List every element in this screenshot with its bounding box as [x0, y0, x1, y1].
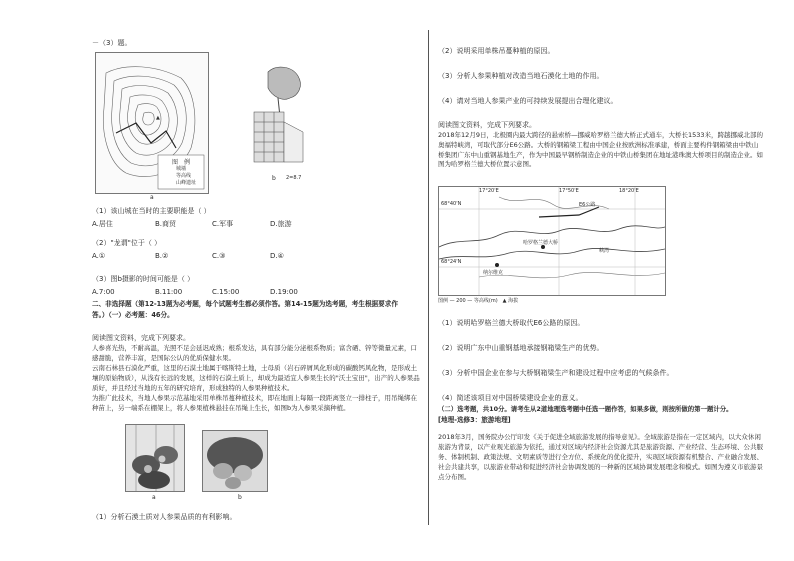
svg-text:▲: ▲ — [156, 115, 160, 121]
question-b4: （4）简述该项目对中国桥梁建设企业的意义。 — [438, 394, 583, 402]
passage-paragraph-2: 云南石林县石漠化严重，这里的石漠土地属于喀斯特土地，土母质（岩石碎屑风化形成的碳酸钙风化物，是形成土壤的原始物质），从浅有长远的发展，这样的石漠土质上，却成为最适宜人参果生长的"沃土宝田"，出产的人参果品质好，并且经过当地的五年的研究培育，形成独特的人参果种植技术。 — [92, 364, 420, 392]
map-lat-68-24: 68°24'N — [441, 259, 462, 265]
wall-sketch-figure — [248, 62, 306, 170]
map-lon-18-20: 18°20'E — [619, 188, 639, 194]
passage-paragraph-1: 人参喜光热，不耐高温，光照不足会延迟成熟；根系发达，具有部分能分泌根系物质；富含硒、锌等微量元素，口感甜脆，营养丰富，是国际公认的优质保健水果。 — [92, 344, 417, 362]
photo-a-label: a — [152, 494, 156, 501]
photo-b-graphic — [203, 431, 267, 491]
legend-title: 图 例 — [172, 159, 191, 166]
question-last-left: （1）分析石漠土质对人参果品质的有利影响。 — [92, 513, 237, 521]
q1-option-d: D.旅游 — [270, 220, 292, 228]
question-b3: （3）分析中国企业在参与大桥钢箱梁生产和建设过程中应考虑的气候条件。 — [438, 369, 674, 377]
right-column — [430, 0, 794, 561]
map-label-e6: E6公路 — [579, 202, 596, 208]
q1-option-a: A.居住 — [92, 220, 113, 228]
bridge-location-map — [438, 186, 666, 296]
bridge-passage: 2018年12月9日，北极圈内最大跨径的悬索桥—挪威哈罗格兰德大桥正式通车，大桥长1533米，跨越挪威北部的奥福特峡湾，可取代部分E6公路。大桥的钢箱梁工程由中国企业按欧洲标准承建，桥面主要构件钢箱梁由中铁山桥集团广东中山重钢基地生产，作为中国最早钢桥制造企业的中铁山桥集团在地址港珠澳大桥项目的制造企业。如图为哈罗格兰德大桥位置示意图。 — [438, 131, 763, 169]
read-instruction-2: 阅读图文资料，完成下列要求。 — [438, 121, 536, 129]
q1-option-c: C.军事 — [212, 220, 234, 228]
ginseng-fruit-photo-b — [202, 430, 268, 492]
q3-option-a: A.7:00 — [92, 288, 115, 296]
figure-b-caption: 2=8.7 — [286, 175, 302, 181]
question-r3: （3）分析人参果种植对改造当地石漠化土地的作用。 — [438, 72, 604, 80]
legend-item-wall: 城墙 — [176, 166, 187, 172]
section-2-header-line1: 二、非选择题（第12-13题为必考题，每个试题考生都必须作答。第14-15题为选考题，考生根据要求作 — [92, 300, 398, 308]
question-3: （3）图b摄影的时间可能是（ ） — [92, 275, 195, 283]
legend-item-peak: 山峰遗址 — [176, 180, 197, 186]
question-b2: （2）说明广东中山重钢基地承接钢箱梁生产的优势。 — [438, 344, 604, 352]
q2-option-d: D.④ — [270, 252, 284, 260]
q1-option-b: B.商贸 — [155, 220, 177, 228]
wall-sketch-graphic — [248, 62, 306, 170]
contour-map-graphic — [96, 53, 208, 193]
map-label-bridge: 哈罗格兰德大桥 — [523, 240, 559, 246]
map-label-fjord: 峡湾 — [599, 248, 610, 254]
photo-a-graphic — [126, 425, 184, 491]
q3-option-c: C.15:00 — [212, 288, 240, 296]
map-lon-17-20: 17°20'E — [479, 188, 499, 194]
question-1: （1）该山城在当时的主要职能是（ ） — [92, 207, 211, 215]
question-2: （2）"龙谓"位于（ ） — [92, 239, 162, 247]
figure-b-label: b — [272, 175, 276, 182]
q3-option-d: D.19:00 — [270, 288, 298, 296]
question-r4: （4）请对当地人参果产业的可持续发展提出合理化建议。 — [438, 97, 618, 105]
q3-option-b: B.11:00 — [155, 288, 183, 296]
tourism-passage: 2018年3月，国务院办公厅印发《关于促进全域旅游发展的指导意见》。全域旅游是指在一定区域内，以大众休闲旅游为背景，以产业观光旅游为依托，通过对区域内经济社会资源尤其是旅游资源、产业经营、生态环境、公共服务、体制机制、政策法规、文明素质等进行全方位、系统化的优化提升，实现区域资源有机整合、产业融合发展、社会共建共享，以旅游业带动和促进经济社会协调发展的一种新的区域协调发展理念和模式。如图为遵义市旅游景点分布图。 — [438, 433, 763, 481]
elective-topic-header: [地理-选修3：旅游地理] — [438, 416, 511, 424]
map-label-town: 纳尔维克 — [483, 270, 504, 276]
photo-b-label: b — [238, 494, 242, 501]
contour-map-figure — [95, 52, 209, 194]
section-2-header-line2: 答。）（一）必考题：46分。 — [92, 311, 174, 319]
passage-paragraph-3: 为推广此技术，当地人参果示范基地采用单株吊蔓种植技术，即在地面上每隔一段距离竖立一排柱子，用吊绳绑在种苗上，另一端系在棚架上，将人参果植株悬挂在吊绳上生长，如图b为人参果采摘种植。 — [92, 394, 417, 412]
q2-option-c: C.③ — [212, 252, 226, 260]
figure-a-label: a — [150, 194, 154, 201]
q2-option-a: A.① — [92, 252, 106, 260]
question-b1: （1）说明哈罗格兰德大桥取代E6公路的原因。 — [438, 319, 585, 327]
map-lon-17-50: 17°50'E — [559, 188, 579, 194]
map-lat-68-40: 68°40'N — [441, 201, 462, 207]
question-header: －（3）题。 — [92, 39, 132, 47]
read-instruction: 阅读图文资料，完成下列要求。 — [92, 334, 190, 342]
question-r2: （2）说明采用单株吊蔓种植的原因。 — [438, 47, 555, 55]
map-legend: 图例 — 200 — 等高线(m) ▲ 海拔 — [438, 298, 519, 304]
ginseng-fruit-photo-a — [125, 424, 185, 492]
legend-item-contour: 等高线 — [176, 173, 192, 179]
q2-option-b: B.② — [155, 252, 169, 260]
elective-section-header: （二）选考题，共10分。请考生从2道地理选考题中任选一题作答，如果多做，则按所做的第一题计分。 — [438, 405, 733, 413]
